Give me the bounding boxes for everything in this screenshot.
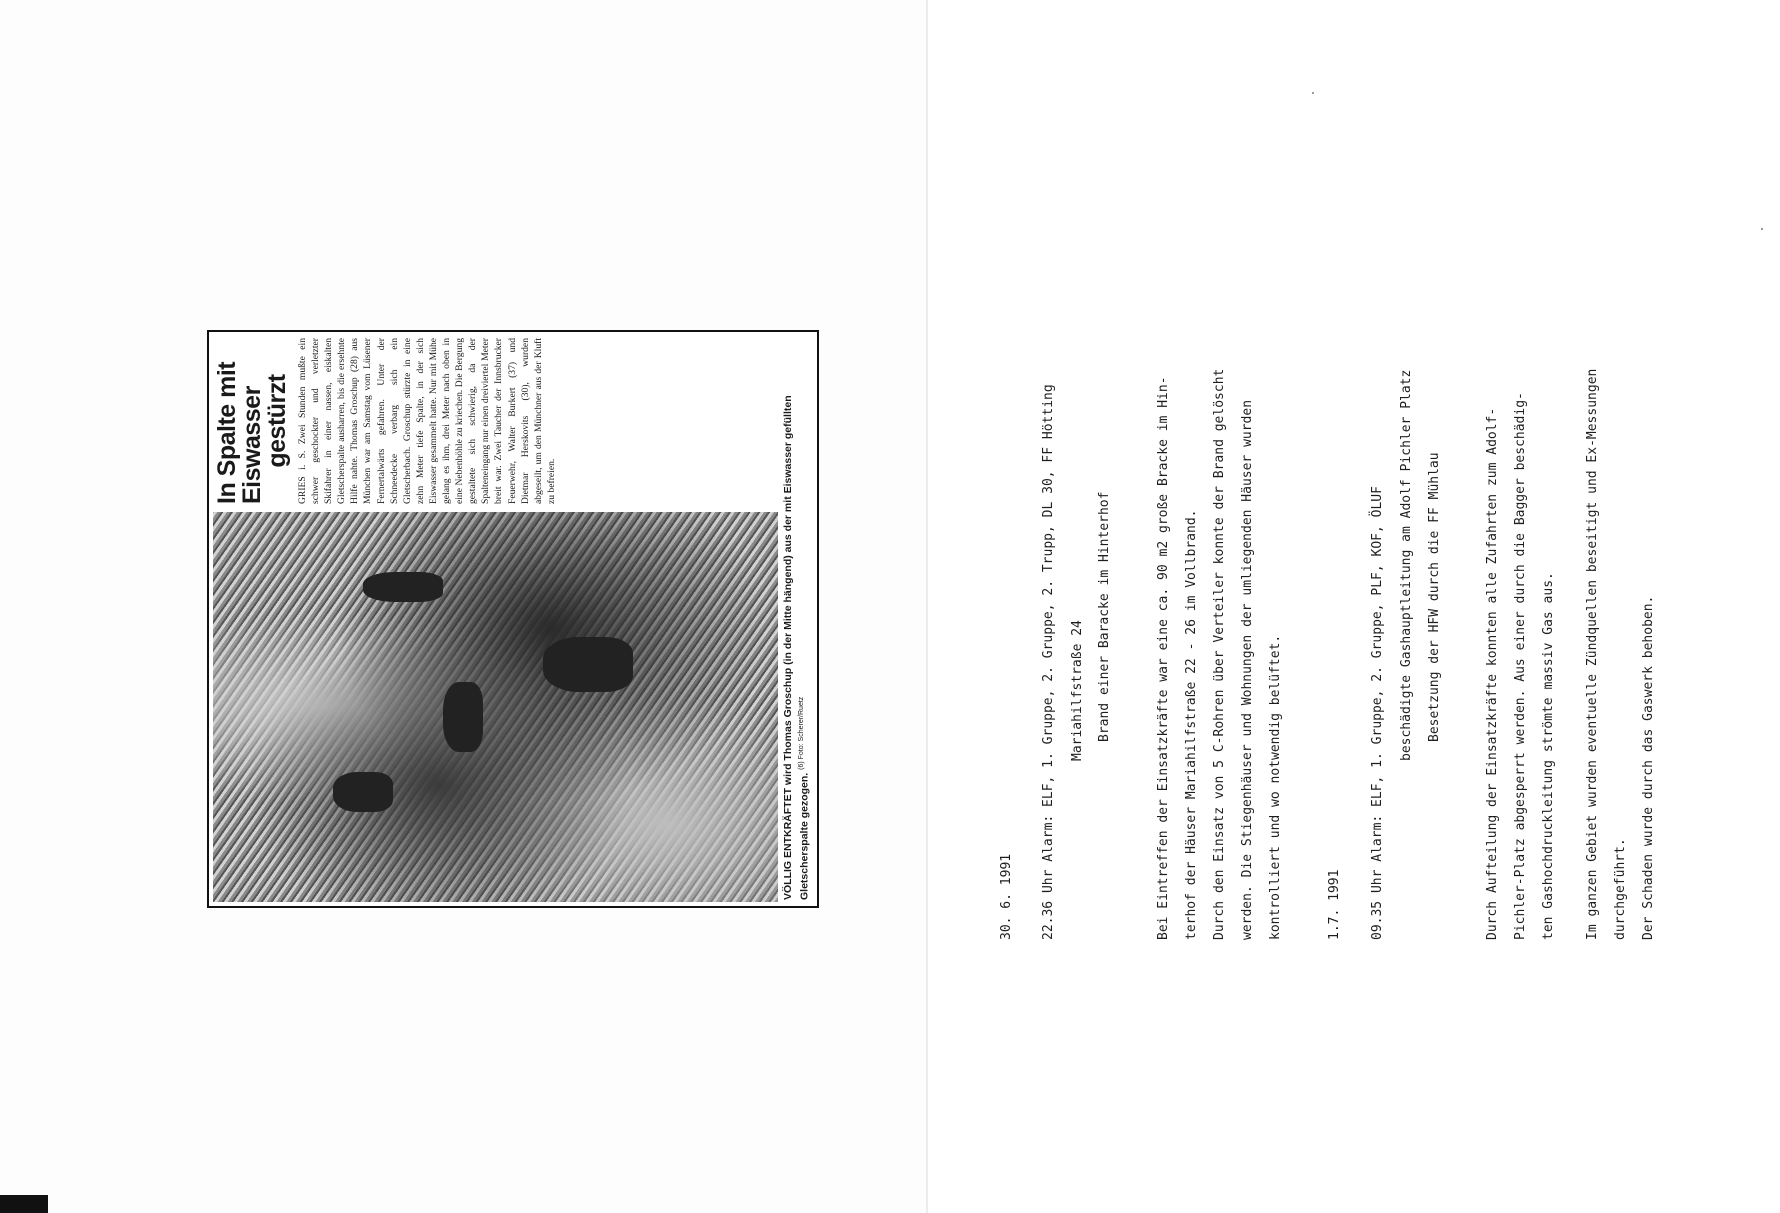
report-date: 1.7. 1991 (1327, 869, 1342, 940)
newspaper-clipping (207, 330, 819, 908)
incident-description: Brand einer Baracke im Hinterhof (1097, 491, 1112, 742)
incident-description: Besetzung der HFW durch die FF Mühlau (1427, 452, 1442, 742)
report-text-line: Durch den Einsatz von 5 C-Rohren über Verteiler konnte der Brand gelöscht (1212, 368, 1227, 940)
caption-text: VÖLLIG ENTKRÄFTET wird Thomas Groschup (in der Mitte hängend) aus der mit Eiswasser gefüllten Gletscherspalte gezogen. (781, 395, 810, 900)
report-text-line: Durch Aufteilung der Einsatzkräfte konnten alle Zufahrten zum Adolf- (1485, 407, 1500, 940)
report-date: 30. 6. 1991 (999, 853, 1014, 940)
clipping-article (209, 332, 778, 512)
photo-credit: (6) Foto: Scherer/Ruetz (797, 696, 805, 770)
scan-corner-mark (0, 1195, 48, 1213)
glacier-rescue-photo (213, 512, 778, 902)
headline-line: gestürzt (263, 374, 291, 468)
clipping-frame (207, 330, 819, 908)
alarm-line: 22.36 Uhr Alarm: ELF, 1. Gruppe, 2. Gruppe, 2. Trupp, DL 30, FF Hötting (1041, 384, 1056, 940)
report-text-line: Der Schaden wurde durch das Gaswerk behoben. (1641, 595, 1656, 940)
clipping-headline (215, 338, 290, 504)
report-text-line: werden. Die Stiegenhäuser und Wohnungen der umliegenden Häuser wurden (1240, 399, 1255, 940)
headline-line: Eiswasser (238, 386, 266, 504)
photo-figure (333, 772, 393, 812)
report-text-line: Im ganzen Gebiet wurden eventuelle Zündquellen beseitigt und Ex-Messungen (1585, 368, 1600, 940)
photo-figure (363, 572, 443, 602)
photo-figure (443, 682, 483, 752)
typed-report (999, 368, 1619, 940)
clipping-caption (778, 332, 818, 906)
alarm-line: 09.35 Uhr Alarm: ELF, 1. Gruppe, 2. Gruppe, PLF, KOF, ÖLUF (1370, 486, 1385, 940)
incident-description: beschädigte Gashauptleitung am Adolf Pichler Platz (1399, 369, 1414, 761)
report-text-line: Pichler-Platz abgesperrt werden. Aus einer durch die Bagger beschädig- (1513, 392, 1528, 940)
incident-address: Mariahilfstraße 24 (1070, 620, 1085, 761)
typed-report-continued (1585, 368, 1780, 940)
headline-line: In Spalte mit (213, 361, 241, 504)
photo-figure (543, 637, 633, 692)
report-text-line: ten Gashochdruckleitung strömte massiv Gas aus. (1541, 572, 1556, 940)
scan-speck (1761, 228, 1763, 230)
report-text-line: Bei Eintreffen der Einsatzkräfte war eine ca. 90 m2 große Bracke im Hin- (1156, 376, 1171, 940)
report-text-line: terhof der Häuser Mariahilfstraße 22 - 26 im Vollbrand. (1184, 509, 1199, 940)
page-spine (926, 0, 928, 1213)
clipping-content (209, 332, 778, 906)
clipping-body: GRIES i. S. Zwei Stunden mußte ein schwer geschockter und verletzter Skifahrer in einer nassen, eiskalten Gletscherspalte ausharren, bis die ersehnte Hilfe nahte. Thomas Groschup (28) aus München war am Samstag vom Lüsener Fernertalwärts gefahren. Unter der Schneedecke verbarg sich ein Gletscherbach. Groschup stürzte in eine zehn Meter tiefe Spalte, in der sich Eiswasser gesammelt hatte. Nur mit Mühe gelang es ihm, drei Meter nach oben in eine Nebenhöhle zu kriechen. Die Bergung gestaltete sich schwierig, da der Spalteneingang nur einen dreiviertel Meter breit war. Zwei Taucher der Innsbrucker Feuerwehr, Walter Burkert (37) und Dietmar Herskovits (30), wurden abgeseilt, um den Münchner aus der Kluft zu befreien. (297, 338, 557, 504)
report-text-line: durchgeführt. (1613, 838, 1628, 940)
scan-speck (1312, 92, 1314, 94)
report-text-line: kontrolliert und wo notwendig belüftet. (1268, 634, 1283, 940)
